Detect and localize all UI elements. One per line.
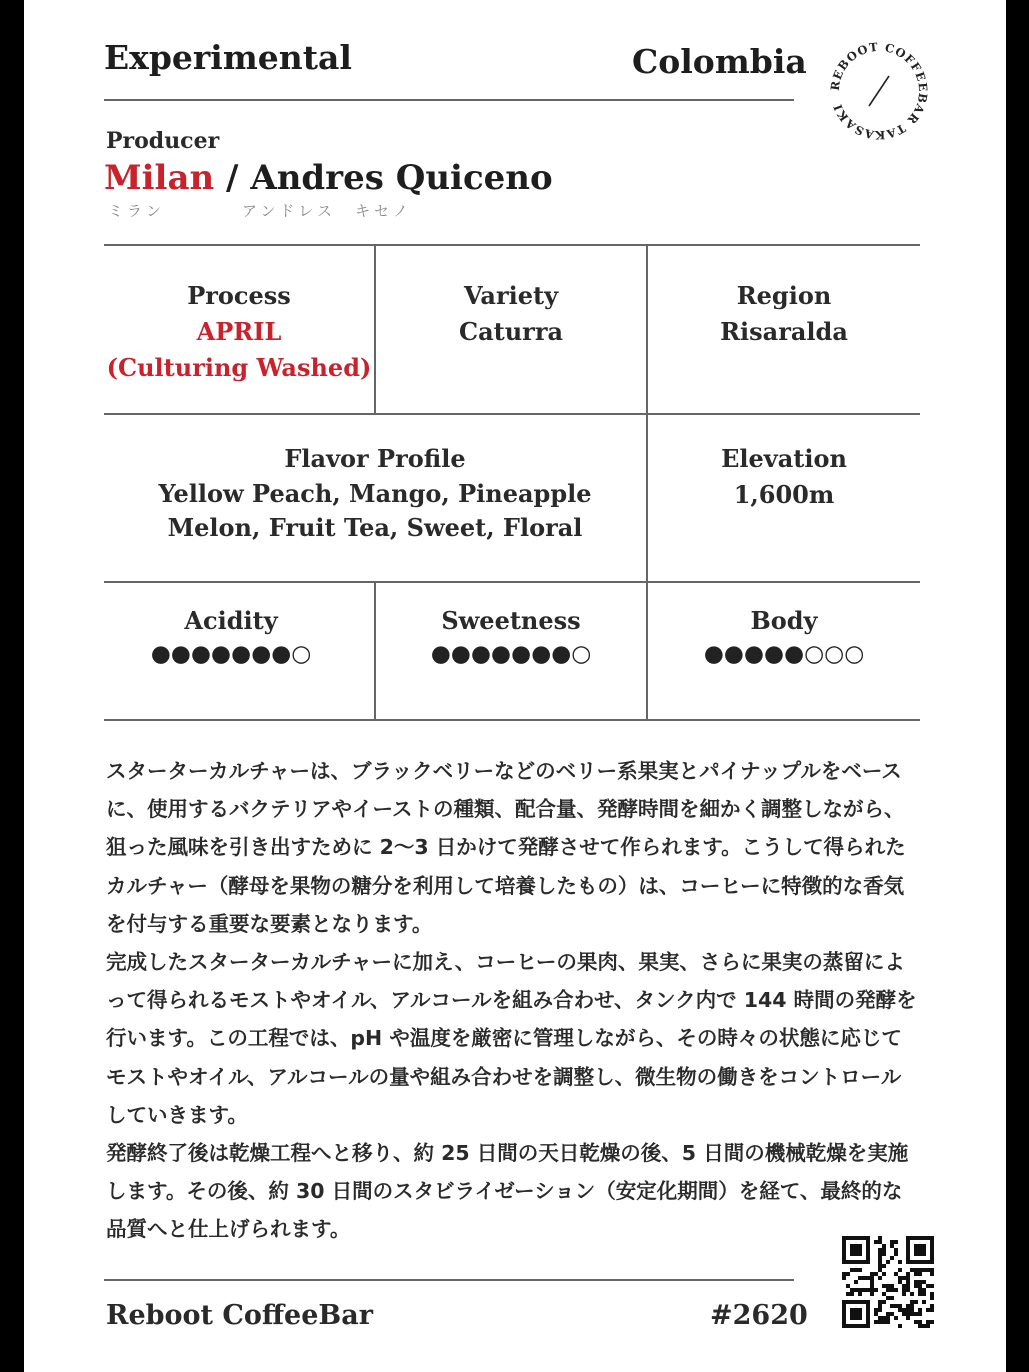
producer-kana-rest: アンドレス キセノ — [242, 202, 412, 220]
producer-name-separator: / — [214, 158, 251, 198]
rating-dot-filled: ● — [450, 641, 471, 667]
rating-dot-filled: ● — [531, 641, 552, 667]
rating-dot-filled: ● — [784, 641, 805, 667]
producer-name — [104, 158, 553, 198]
region-cell — [648, 278, 920, 350]
rating-dot-empty: ○ — [571, 641, 592, 667]
variety-cell — [376, 278, 646, 350]
rating-dot-filled: ● — [723, 641, 744, 667]
description-paragraph-1: スターターカルチャーは、ブラックベリーなどのベリー系果実とパイナップルをベースに、使用するバクテリアやイーストの種類、配合量、発酵時間を細かく調整しながら、狙った風味を引き出すために 2〜3 日かけて発酵させて作られます。こうして得られたカルチャー（酵母を果物の糖分を利用して培養したもの）は、コーヒーに特徴的な香気を付与する重要な要素となります。 — [106, 759, 906, 936]
footer-brand: Reboot CoffeeBar — [106, 1300, 373, 1331]
producer-name-rest: Andres Quiceno — [250, 158, 553, 198]
acidity-label: Acidity — [184, 606, 278, 635]
country-title: Colombia — [632, 42, 807, 81]
process-cell — [104, 278, 374, 386]
description — [106, 752, 920, 1249]
sweetness-label: Sweetness — [441, 606, 581, 635]
rating-dot-filled: ● — [763, 641, 784, 667]
process-label: Process — [187, 281, 291, 310]
rating-dot-filled: ● — [743, 641, 764, 667]
footer-number: #2620 — [710, 1300, 808, 1331]
body-rating — [648, 641, 920, 667]
body-cell — [648, 603, 920, 667]
flavor-line-1: Yellow Peach, Mango, Pineapple — [158, 479, 592, 508]
body-label: Body — [750, 606, 818, 635]
rating-dot-filled: ● — [271, 641, 292, 667]
flavor-label: Flavor Profile — [284, 444, 466, 473]
rating-dot-empty: ○ — [824, 641, 845, 667]
description-paragraph-3: 発酵終了後は乾燥工程へと移り、約 25 日間の天日乾燥の後、5 日間の機械乾燥を実施します。その後、約 30 日間のスタビライゼーション（安定化期間）を経て、最終的な品質へと仕上げられます。 — [106, 1141, 909, 1242]
sweetness-cell — [376, 603, 646, 667]
grid-line-row1 — [104, 413, 920, 415]
rating-dot-empty: ○ — [804, 641, 825, 667]
category-title: Experimental — [104, 38, 352, 77]
variety-value: Caturra — [458, 317, 564, 346]
rating-dot-filled: ● — [170, 641, 191, 667]
flavor-line-2: Melon, Fruit Tea, Sweet, Floral — [167, 513, 583, 542]
producer-label: Producer — [106, 128, 220, 154]
acidity-rating — [96, 641, 366, 667]
rating-dot-filled: ● — [190, 641, 211, 667]
description-paragraph-2: 完成したスターターカルチャーに加え、コーヒーの果肉、果実、さらに果実の蒸留によって得られるモストやオイル、アルコールを組み合わせ、タンク内で 144 時間の発酵を行います。この工程では、pH や温度を厳密に管理しながら、その時々の状態に応じてモストやオイル、アルコールの量や組み合わせを調整し、微生物の働きをコントロールしていきます。 — [106, 950, 917, 1127]
logo-text: REBOOT COFFEEBAR TAKASAKI — [827, 39, 931, 143]
rating-dot-empty: ○ — [291, 641, 312, 667]
grid-line-top — [104, 244, 920, 246]
rating-dot-filled: ● — [703, 641, 724, 667]
qr-code[interactable] — [842, 1236, 934, 1328]
producer-name-first: Milan — [104, 158, 215, 198]
variety-label: Variety — [463, 281, 559, 310]
rating-dot-filled: ● — [490, 641, 511, 667]
region-value: Risaralda — [720, 317, 848, 346]
rating-dot-filled: ● — [430, 641, 451, 667]
region-label: Region — [736, 281, 832, 310]
flavor-cell — [104, 441, 646, 545]
reboot-coffeebar-logo — [826, 38, 932, 144]
grid-line-bottom — [104, 719, 920, 721]
rating-dot-filled: ● — [231, 641, 252, 667]
rating-dot-filled: ● — [511, 641, 532, 667]
elevation-value: 1,600m — [733, 480, 835, 509]
rating-dot-filled: ● — [210, 641, 231, 667]
header-divider — [104, 99, 794, 101]
elevation-label: Elevation — [721, 444, 847, 473]
rating-dot-filled: ● — [251, 641, 272, 667]
rating-dot-empty: ○ — [844, 641, 865, 667]
rating-dot-filled: ● — [470, 641, 491, 667]
acidity-cell — [96, 603, 366, 667]
rating-dot-filled: ● — [551, 641, 572, 667]
process-value-2: (Culturing Washed) — [106, 353, 372, 382]
process-value-1: APRIL — [196, 317, 282, 346]
grid-line-row2 — [104, 581, 920, 583]
sweetness-rating — [376, 641, 646, 667]
producer-kana-first: ミラン — [108, 202, 166, 220]
elevation-cell — [648, 441, 920, 513]
rating-dot-filled: ● — [150, 641, 171, 667]
footer-divider — [104, 1279, 794, 1281]
